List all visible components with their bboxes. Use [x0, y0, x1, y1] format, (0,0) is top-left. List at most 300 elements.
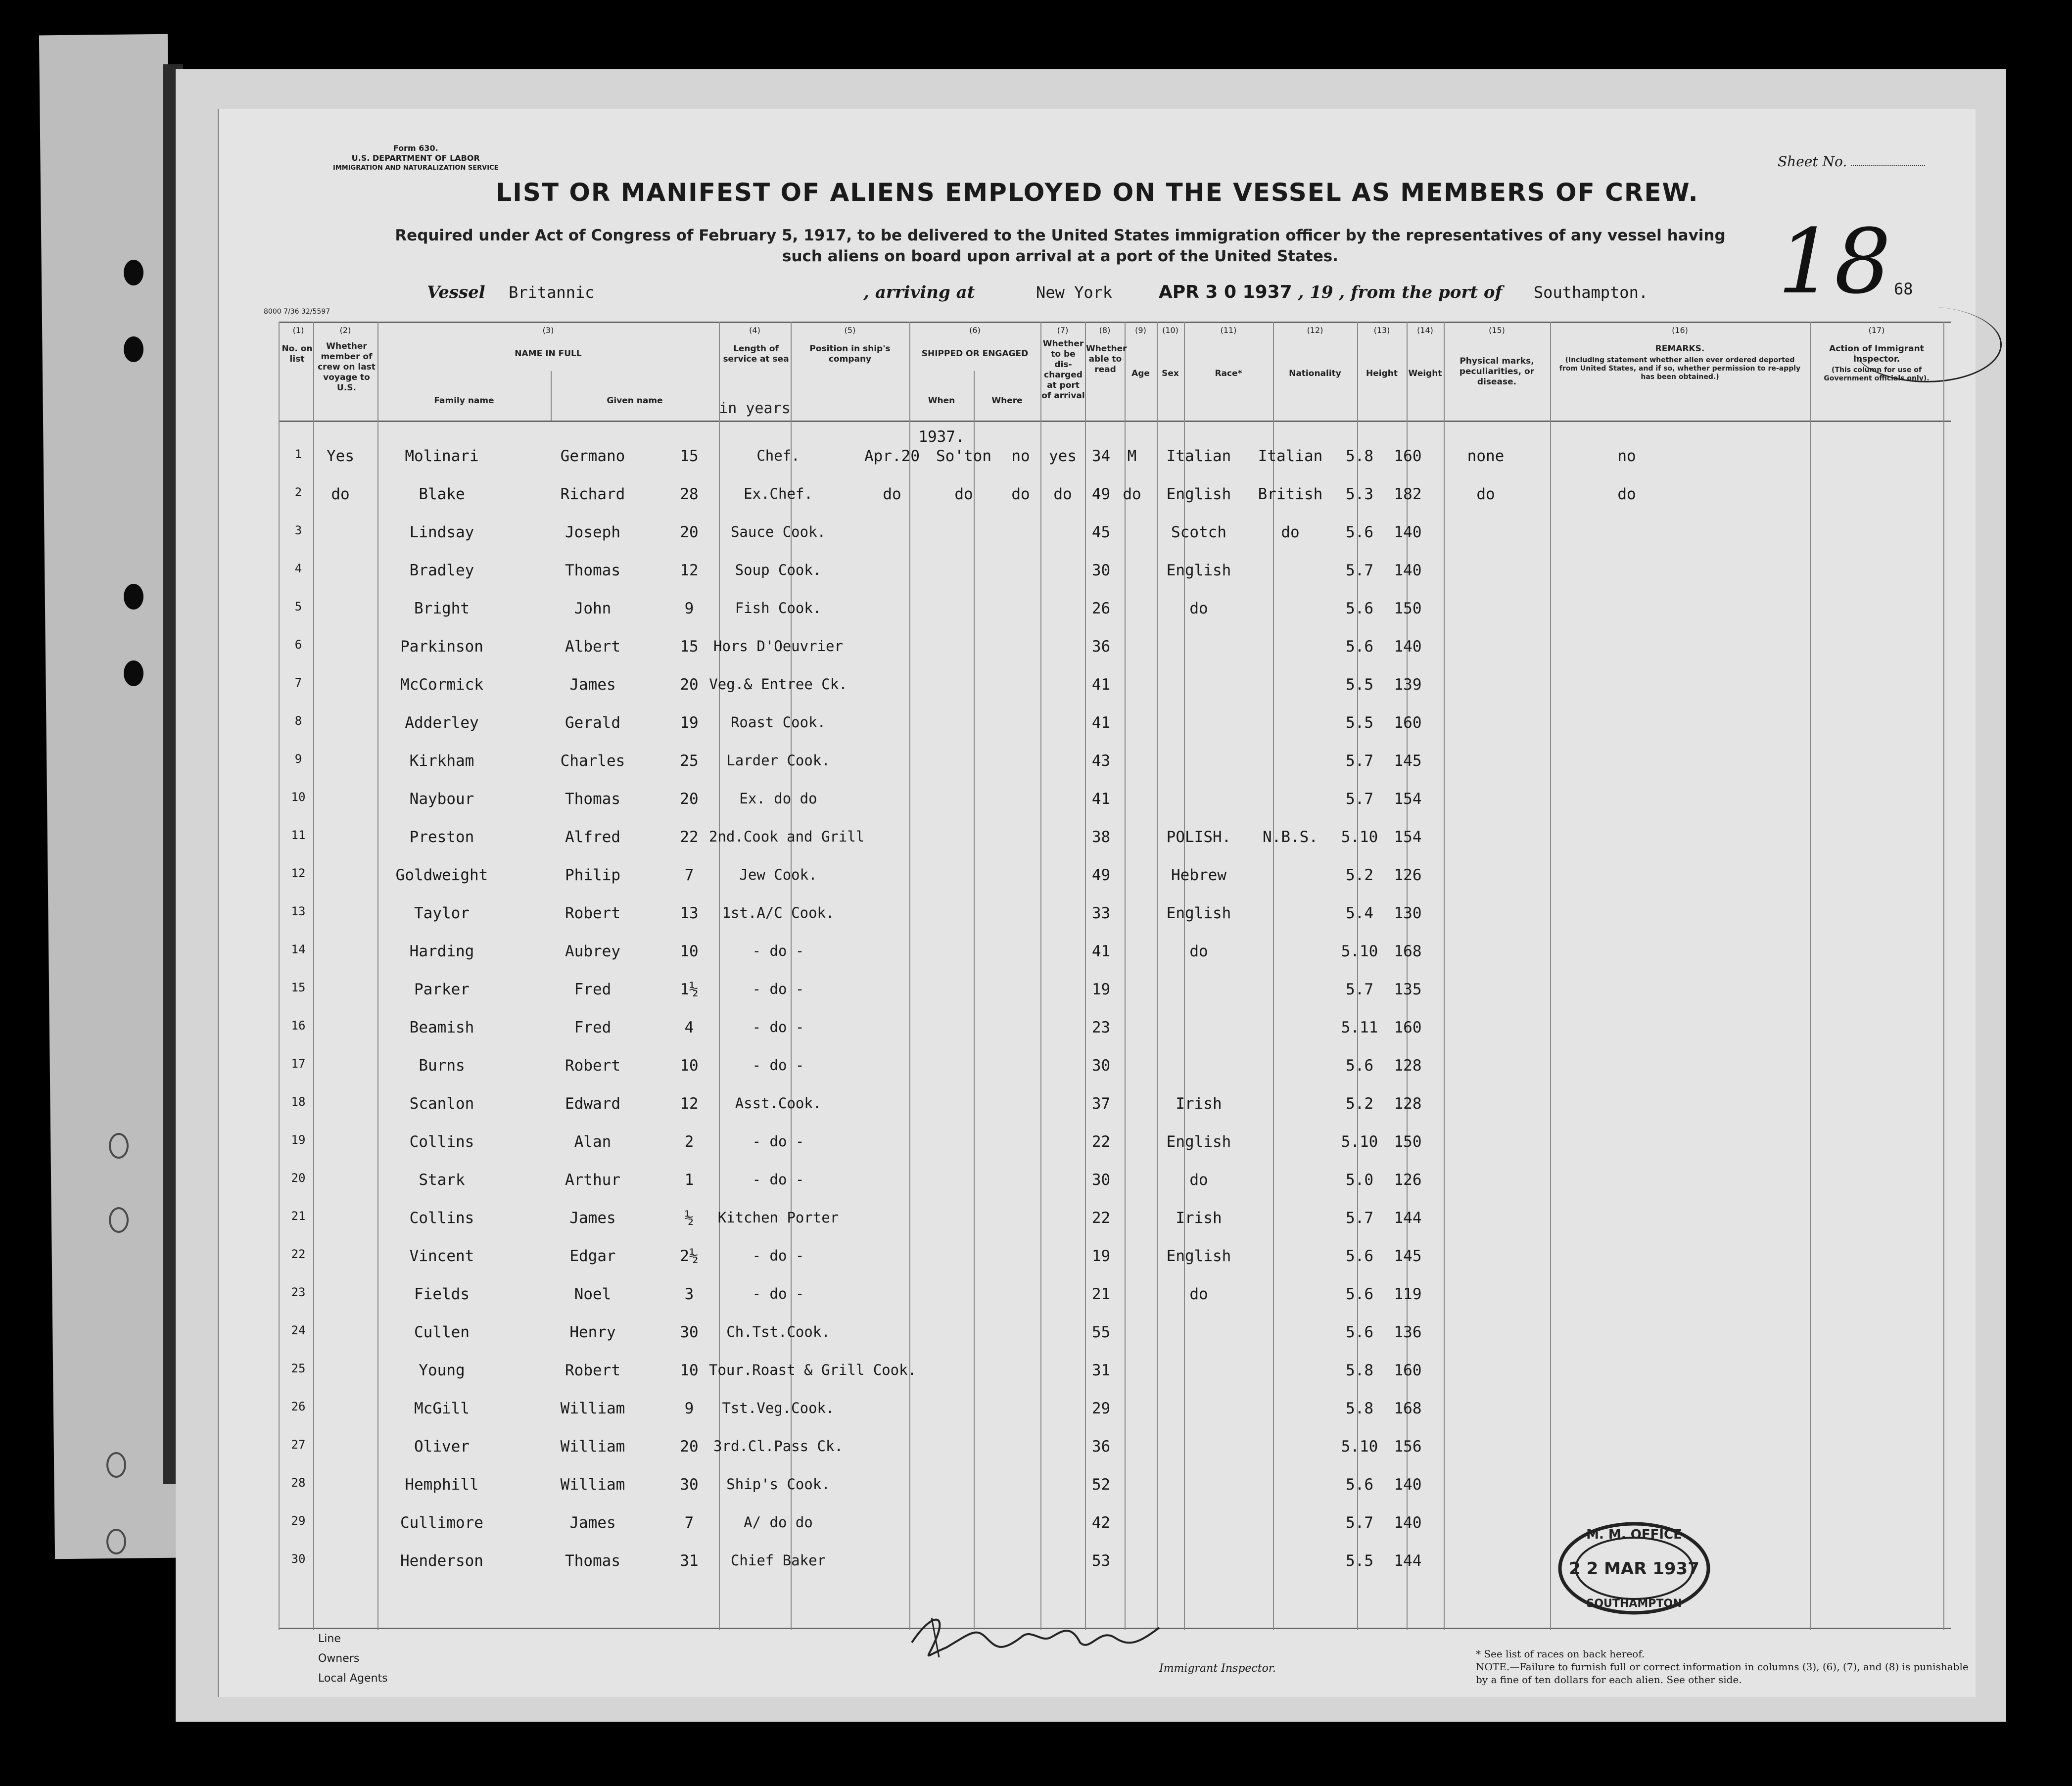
cell-no: 18	[291, 1095, 306, 1109]
cell-ht: 5.10	[1341, 1438, 1378, 1456]
cell-fam: Lindsay	[409, 523, 474, 541]
header-length: Length of service at sea	[723, 344, 789, 364]
cell-phys: do	[1476, 485, 1495, 503]
cell-where: So'ton	[936, 447, 991, 465]
table-row	[219, 555, 1976, 584]
cell-giv: Gerald	[565, 714, 620, 732]
service-name: IMMIGRATION AND NATURALIZATION SERVICE	[333, 164, 499, 172]
cell-no: 7	[294, 676, 302, 690]
cell-ht: 5.7	[1346, 981, 1373, 998]
cell-fam: Parkinson	[400, 638, 483, 656]
header-weight: Weight	[1408, 369, 1442, 378]
table-row	[219, 1050, 1976, 1080]
cell-mem: do	[331, 485, 350, 503]
inspector-signature	[902, 1608, 1179, 1664]
cell-read: yes	[1049, 447, 1077, 465]
cell-nat: N.B.S.	[1263, 828, 1318, 846]
cell-ht: 5.5	[1346, 1552, 1373, 1570]
page-title: LIST OR MANIFEST OF ALIENS EMPLOYED ON THE VESSEL AS MEMBERS OF CREW.	[496, 178, 1699, 207]
cell-fam: McCormick	[400, 676, 483, 694]
col-number: (6)	[969, 326, 981, 335]
cell-wt: 128	[1394, 1095, 1422, 1113]
cell-pos: - do -	[752, 1247, 804, 1264]
cell-ht: 5.11	[1341, 1019, 1378, 1036]
header-position: Position in ship's company	[809, 344, 891, 364]
cell-no: 8	[294, 714, 302, 728]
cell-age: 36	[1091, 1438, 1111, 1456]
col-number: (7)	[1057, 326, 1069, 335]
cell-sex: do	[1123, 485, 1141, 503]
header-remarks: REMARKS.	[1655, 344, 1705, 354]
cell-no: 16	[291, 1019, 306, 1033]
cell-age: 43	[1091, 752, 1111, 770]
header-shipped: SHIPPED OR ENGAGED	[921, 349, 1029, 359]
cell-fam: Henderson	[400, 1552, 483, 1570]
cell-fam: Stark	[419, 1171, 465, 1189]
cell-age: 34	[1091, 447, 1111, 465]
cell-len: 9	[684, 1400, 694, 1417]
table-row	[219, 783, 1976, 813]
table-row	[219, 1469, 1976, 1499]
cell-race: English	[1166, 904, 1231, 922]
cell-race: English	[1166, 1133, 1231, 1151]
col-number: (15)	[1489, 326, 1505, 335]
header-action-note: (This column for use of Government officials only).	[1824, 366, 1930, 382]
mm-office-stamp	[1555, 1519, 1713, 1618]
cell-race: do	[1189, 1171, 1208, 1189]
table-row	[219, 1126, 1976, 1156]
cell-giv: Richard	[560, 485, 625, 503]
cell-fam: Naybour	[409, 790, 474, 808]
cell-race: do	[1189, 942, 1208, 960]
cell-wt: 182	[1394, 485, 1422, 503]
col-number: (8)	[1099, 326, 1111, 335]
cell-race: do	[1189, 1285, 1208, 1303]
table-row	[219, 707, 1976, 737]
table-row	[219, 478, 1976, 508]
header-race: Race*	[1215, 369, 1242, 378]
cell-no: 21	[291, 1209, 306, 1223]
handwritten-sheet-mark: 18	[1778, 210, 1891, 314]
cell-no: 19	[291, 1133, 306, 1147]
cell-pos: Tour.Roast & Grill Cook.	[709, 1362, 917, 1378]
cell-age: 38	[1091, 828, 1111, 846]
departure-port: Southampton.	[1533, 283, 1648, 302]
cell-race: Irish	[1176, 1095, 1222, 1113]
cell-where: do	[954, 485, 973, 503]
cell-giv: Alan	[574, 1133, 612, 1151]
cell-giv: William	[560, 1438, 625, 1456]
cell-len: 7	[684, 1514, 694, 1532]
binder-hole	[124, 260, 143, 285]
binder-hole	[106, 1452, 126, 1478]
cell-giv: James	[569, 1209, 616, 1227]
cell-len: 25	[680, 752, 699, 770]
cell-pos: - do -	[752, 1133, 804, 1150]
cell-giv: Philip	[565, 866, 620, 884]
cell-wt: 144	[1394, 1552, 1422, 1570]
cell-wt: 145	[1394, 1247, 1422, 1265]
cell-pos: Asst.Cook.	[735, 1095, 822, 1112]
cell-ht: 5.0	[1346, 1171, 1373, 1189]
table-row	[219, 897, 1976, 927]
header-remarks-note: (Including statement whether alien ever ordered deported from United States, and if so, whether permission to re-apply has been obtained.)	[1559, 356, 1801, 381]
cell-no: 27	[291, 1438, 306, 1452]
table-row	[219, 517, 1976, 546]
stamp-top-text: M. M. OFFICE	[1586, 1527, 1682, 1542]
cell-len: 3	[684, 1285, 694, 1303]
cell-age: 42	[1091, 1514, 1111, 1532]
cell-giv: Aubrey	[565, 942, 620, 960]
fine-note: NOTE.—Failure to furnish full or correct information in columns (3), (6), (7), and (8) is punishable by a fine of ten dollars for each alien. See other side.	[1476, 1661, 1969, 1686]
col-number: (12)	[1307, 326, 1323, 335]
cell-giv: James	[569, 1514, 616, 1532]
header-age: Age	[1131, 369, 1150, 378]
table-row	[219, 1240, 1976, 1270]
cell-fam: Goldweight	[395, 866, 488, 884]
cell-age: 22	[1091, 1209, 1111, 1227]
cell-fam: Cullen	[414, 1323, 470, 1341]
cell-wt: 160	[1394, 1362, 1422, 1379]
print-code: 8000 7/36 32/5597	[264, 308, 330, 316]
binder-hole	[124, 584, 143, 610]
cell-pos: - do -	[752, 1171, 804, 1188]
col-number: (2)	[339, 326, 351, 335]
cell-pos: 3rd.Cl.Pass Ck.	[713, 1438, 843, 1455]
cell-sex: M	[1127, 447, 1137, 465]
cell-age: 41	[1091, 942, 1111, 960]
cell-when: Apr.20	[864, 447, 920, 465]
cell-pos: - do -	[752, 942, 804, 959]
cell-giv: Noel	[574, 1285, 612, 1303]
cell-age: 30	[1091, 1171, 1111, 1189]
cell-no: 17	[291, 1057, 306, 1071]
header-length-unit: in years	[719, 400, 791, 417]
cell-len: 12	[680, 562, 699, 579]
cell-fam: Molinari	[405, 447, 479, 465]
cell-ht: 5.7	[1346, 790, 1373, 808]
cell-len: 30	[680, 1476, 699, 1494]
arriving-label: , arriving at	[863, 282, 975, 302]
cell-fam: Hemphill	[405, 1476, 479, 1494]
cell-no: 2	[294, 485, 302, 499]
cell-no: 22	[291, 1247, 306, 1261]
table-row	[219, 1355, 1976, 1384]
cell-pos: 1st.A/C Cook.	[722, 904, 835, 921]
vessel-name: Britannic	[509, 283, 595, 302]
cell-no: 13	[291, 904, 306, 918]
year-note: 1937.	[918, 428, 965, 446]
stamp-date-text: 2 2 MAR 1937	[1569, 1559, 1699, 1579]
cell-no: 10	[291, 790, 306, 804]
cell-fam: Collins	[409, 1209, 474, 1227]
cell-wt: 154	[1394, 828, 1422, 846]
cell-wt: 140	[1394, 1514, 1422, 1532]
cell-race: Irish	[1176, 1209, 1222, 1227]
arrival-date-stamp: APR 3 0 1937	[1158, 282, 1292, 302]
cell-len: 22	[680, 828, 699, 846]
cell-fam: Harding	[409, 942, 474, 960]
department: U.S. DEPARTMENT OF LABOR	[351, 153, 480, 163]
cell-fam: Blake	[419, 485, 465, 503]
cell-race: English	[1166, 562, 1231, 579]
col-number: (9)	[1135, 326, 1146, 335]
page-mark: 68	[1894, 280, 1913, 298]
cell-no: 12	[291, 866, 306, 880]
cell-no: 26	[291, 1400, 306, 1413]
cell-len: 2½	[680, 1247, 699, 1265]
col-number: (14)	[1417, 326, 1433, 335]
cell-len: 15	[680, 447, 699, 465]
header-member: Whether member of crew on last voyage to U.S.	[318, 341, 376, 393]
table-row	[219, 593, 1976, 622]
table-row	[219, 1164, 1976, 1194]
cell-nat: British	[1258, 485, 1323, 503]
cell-pos: Chief Baker	[730, 1552, 826, 1569]
cell-age: 45	[1091, 523, 1111, 541]
header-read: Whether able to read	[1086, 344, 1127, 375]
cell-no: 9	[294, 752, 302, 766]
table-row	[219, 1316, 1976, 1346]
cell-race: English	[1166, 1247, 1231, 1265]
cell-age: 55	[1091, 1323, 1111, 1341]
header-name: NAME IN FULL	[515, 349, 582, 359]
cell-fam: Kirkham	[409, 752, 474, 770]
cell-ht: 5.10	[1341, 1133, 1378, 1151]
cell-wt: 130	[1394, 904, 1422, 922]
header-where: Where	[991, 396, 1023, 406]
cell-wt: 144	[1394, 1209, 1422, 1227]
cell-pos: Ex.Chef.	[744, 485, 813, 502]
cell-ht: 5.10	[1341, 942, 1378, 960]
cell-len: 31	[680, 1552, 699, 1570]
table-row	[219, 631, 1976, 660]
cell-wt: 135	[1394, 981, 1422, 998]
cell-nat: Italian	[1258, 447, 1323, 465]
cell-no: 30	[291, 1552, 306, 1566]
cell-ht: 5.7	[1346, 752, 1373, 770]
cell-age: 36	[1091, 638, 1111, 656]
cell-pos: A/ do do	[744, 1514, 813, 1531]
cell-dis: no	[1011, 447, 1030, 465]
table-row	[219, 936, 1976, 965]
cell-rem: do	[1617, 485, 1636, 503]
cell-ht: 5.6	[1346, 638, 1373, 656]
header-family-name: Family name	[434, 396, 494, 406]
cell-no: 1	[294, 447, 302, 461]
from-port-label: , from the port of	[1339, 282, 1503, 302]
cell-pos: Ship's Cook.	[726, 1476, 830, 1493]
col-number: (5)	[844, 326, 856, 335]
cell-no: 6	[294, 638, 302, 652]
cell-pos: Sauce Cook.	[730, 523, 826, 540]
cell-wt: 140	[1394, 523, 1422, 541]
cell-len: 15	[680, 638, 699, 656]
cell-age: 41	[1091, 790, 1111, 808]
cell-fam: Vincent	[409, 1247, 474, 1265]
table-row	[219, 1278, 1976, 1308]
cell-wt: 168	[1394, 942, 1422, 960]
cell-no: 15	[291, 981, 306, 994]
cell-ht: 5.5	[1346, 714, 1373, 732]
cell-no: 25	[291, 1362, 306, 1375]
cell-ht: 5.7	[1346, 562, 1373, 579]
cell-no: 20	[291, 1171, 306, 1185]
cell-race: Italian	[1166, 447, 1231, 465]
col-number: (17)	[1868, 326, 1885, 335]
cell-pos: Veg.& Entree Ck.	[709, 676, 848, 693]
cell-len: 4	[684, 1019, 694, 1036]
cell-no: 24	[291, 1323, 306, 1337]
cell-wt: 160	[1394, 1019, 1422, 1036]
cell-ht: 5.4	[1346, 904, 1373, 922]
cell-age: 37	[1091, 1095, 1111, 1113]
cell-fam: Taylor	[414, 904, 470, 922]
table-row	[219, 745, 1976, 775]
cell-race: English	[1166, 485, 1231, 503]
cell-age: 22	[1091, 1133, 1111, 1151]
table-row	[219, 1431, 1976, 1460]
cell-no: 14	[291, 942, 306, 956]
cell-pos: Larder Cook.	[726, 752, 830, 769]
binder-hole	[124, 336, 143, 362]
cell-pos: - do -	[752, 981, 804, 997]
cell-giv: Henry	[569, 1323, 616, 1341]
cell-fam: Collins	[409, 1133, 474, 1151]
table-row	[219, 1393, 1976, 1422]
col-number: (13)	[1373, 326, 1390, 335]
cell-fam: Parker	[414, 981, 470, 998]
header-action: Action of Immigrant Inspector.	[1829, 344, 1924, 364]
cell-read: do	[1053, 485, 1072, 503]
cell-giv: Edgar	[569, 1247, 616, 1265]
cell-nat: do	[1281, 523, 1300, 541]
cell-len: 10	[680, 1057, 699, 1075]
cell-fam: Oliver	[414, 1438, 470, 1456]
cell-giv: Thomas	[565, 562, 620, 579]
binder-hole	[109, 1133, 129, 1159]
cell-age: 30	[1091, 1057, 1111, 1075]
cell-ht: 5.6	[1346, 600, 1373, 617]
cell-wt: 156	[1394, 1438, 1422, 1456]
cell-len: 20	[680, 790, 699, 808]
table-row	[219, 1202, 1976, 1232]
cell-pos: 2nd.Cook and Grill	[709, 828, 865, 845]
cell-wt: 140	[1394, 562, 1422, 579]
cell-giv: Arthur	[565, 1171, 620, 1189]
col-number: (1)	[292, 326, 304, 335]
cell-pos: Jew Cook.	[739, 866, 817, 883]
cell-no: 23	[291, 1285, 306, 1299]
cell-giv: Joseph	[565, 523, 620, 541]
table-row	[219, 821, 1976, 851]
cell-len: 20	[680, 1438, 699, 1456]
cell-no: 4	[294, 562, 302, 575]
col-number: (11)	[1220, 326, 1237, 335]
table-row	[219, 974, 1976, 1003]
cell-age: 33	[1091, 904, 1111, 922]
cell-giv: Fred	[574, 981, 612, 998]
cell-age: 49	[1091, 485, 1111, 503]
cell-len: 9	[684, 600, 694, 617]
table-row	[219, 1088, 1976, 1118]
cell-fam: Fields	[414, 1285, 470, 1303]
cell-age: 52	[1091, 1476, 1111, 1494]
manifest-page	[218, 109, 1976, 1697]
cell-len: 30	[680, 1323, 699, 1341]
footer-agents	[318, 1672, 388, 1685]
cell-fam: Adderley	[405, 714, 479, 732]
table-row	[219, 1012, 1976, 1041]
cell-len: 1	[684, 1171, 694, 1189]
footer-line	[318, 1633, 351, 1645]
footer-note	[1476, 1647, 1971, 1686]
cell-pos: - do -	[752, 1019, 804, 1035]
cell-no: 28	[291, 1476, 306, 1490]
cell-pos: Ex. do do	[739, 790, 817, 807]
cell-giv: John	[574, 600, 612, 617]
cell-no: 29	[291, 1514, 306, 1528]
cell-wt: 154	[1394, 790, 1422, 808]
cell-len: ½	[684, 1209, 694, 1227]
cell-pos: - do -	[752, 1285, 804, 1302]
cell-giv: James	[569, 676, 616, 694]
cell-fam: Bright	[414, 600, 470, 617]
cell-age: 53	[1091, 1552, 1111, 1570]
cell-race: POLISH.	[1166, 828, 1231, 846]
cell-giv: Robert	[565, 1362, 620, 1379]
cell-giv: William	[560, 1400, 625, 1417]
cell-fam: Young	[419, 1362, 465, 1379]
arrival-port: New York	[1036, 283, 1113, 302]
form-header	[333, 143, 498, 173]
cell-len: 7	[684, 866, 694, 884]
cell-pos: Hors D'Oeuvrier	[713, 638, 843, 655]
cell-giv: Thomas	[565, 1552, 620, 1570]
binder-hole	[109, 1207, 129, 1233]
sheet-number	[1778, 153, 1925, 170]
cell-len: 20	[680, 676, 699, 694]
cell-fam: Burns	[419, 1057, 465, 1075]
cell-pos: Chef.	[756, 447, 800, 464]
cell-fam: Scanlon	[409, 1095, 474, 1113]
cell-age: 30	[1091, 562, 1111, 579]
cell-fam: Preston	[409, 828, 474, 846]
cell-giv: Fred	[574, 1019, 612, 1036]
header-sex: Sex	[1162, 369, 1179, 378]
sheet-label: Sheet No.	[1778, 153, 1847, 170]
cell-len: 20	[680, 523, 699, 541]
cell-fam: Bradley	[409, 562, 474, 579]
cell-giv: Albert	[565, 638, 620, 656]
cell-giv: Robert	[565, 904, 620, 922]
header-physical: Physical marks, peculiarities, or disease.	[1459, 356, 1535, 387]
cell-len: 10	[680, 1362, 699, 1379]
cell-ht: 5.6	[1346, 1285, 1373, 1303]
cell-age: 26	[1091, 600, 1111, 617]
cell-mem: Yes	[327, 447, 354, 465]
header-given-name: Given name	[607, 396, 663, 406]
header-height: Height	[1366, 369, 1398, 378]
header-discharged: Whether to be dis-charged at port of arrival	[1041, 339, 1085, 401]
table-row	[219, 669, 1976, 699]
footer-line-label: Line	[318, 1633, 341, 1645]
vessel-line	[427, 282, 1648, 302]
inspector-label: Immigrant Inspector.	[1159, 1662, 1276, 1675]
stamp-bottom-text: SOUTHAMPTON	[1586, 1598, 1682, 1610]
cell-ht: 5.10	[1341, 828, 1378, 846]
cell-giv: William	[560, 1476, 625, 1494]
